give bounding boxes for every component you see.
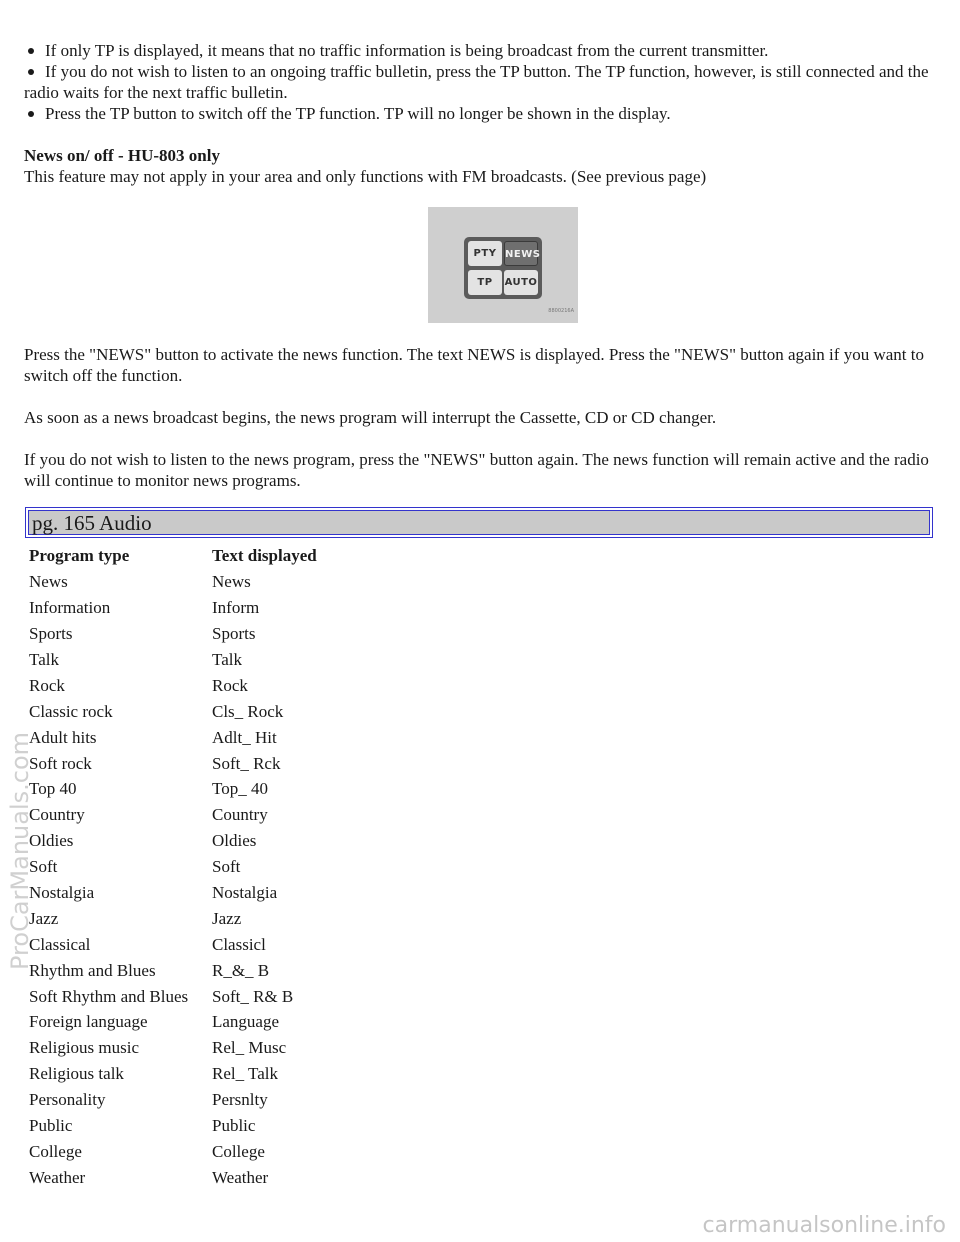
program-type-cell: Soft (29, 857, 58, 877)
program-type-cell: Top 40 (29, 779, 77, 799)
bullet-item: If only TP is displayed, it means that no traffic information is being broadcast from the current transmitter. (24, 40, 940, 61)
text-displayed-cell: Rel_ Musc (212, 1038, 287, 1058)
program-type-cell: Sports (29, 624, 73, 644)
table-body (26, 569, 320, 1190)
table-row (26, 1164, 320, 1190)
text-displayed-cell: Adlt_ Hit (212, 727, 277, 747)
text-displayed-cell: R_&_ B (212, 960, 270, 980)
bullet-dot-icon (28, 48, 34, 54)
news-paragraph-2: As soon as a news broadcast begins, the news program will interrupt the Cassette, CD or CD changer. (24, 408, 717, 427)
text-displayed-cell: Cls_ Rock (212, 701, 284, 721)
table-row (26, 905, 320, 931)
table-row (26, 750, 320, 776)
program-type-cell: Country (29, 805, 85, 825)
table-row (26, 1009, 320, 1035)
text-displayed-cell: Talk (212, 650, 242, 669)
table-row (26, 802, 320, 828)
table-row (26, 569, 320, 595)
program-type-cell: Talk (29, 650, 59, 669)
text-displayed-cell: Rock (212, 675, 248, 695)
section-title: News on/ off - HU-803 only (24, 146, 220, 165)
text-displayed-cell: Soft_ Rck (212, 753, 281, 773)
program-type-cell: Classical (29, 934, 91, 954)
program-type-cell: Religious music (29, 1038, 140, 1058)
text-displayed-cell: Sports (212, 624, 256, 644)
document-body (24, 40, 940, 491)
program-type-cell: Religious talk (29, 1064, 124, 1084)
program-type-cell: Soft rock (29, 753, 92, 773)
table-row (26, 983, 320, 1009)
tp-button-illustration: TP (468, 270, 502, 295)
table-header-row (26, 543, 320, 569)
news-button-illustration: NEWS (504, 241, 538, 266)
page-header-bar (25, 507, 933, 538)
table-row (26, 854, 320, 880)
column-header-text-displayed: Text displayed (212, 546, 317, 566)
program-type-cell: Foreign language (29, 1012, 148, 1032)
program-type-cell: Weather (29, 1167, 86, 1187)
table-row (26, 828, 320, 854)
table-row (26, 931, 320, 957)
text-displayed-cell: Jazz (212, 908, 242, 928)
news-paragraph-1: Press the "NEWS" button to activate the news function. The text NEWS is displayed. Press the "NEWS" button again if you want to switch off the function. (24, 345, 924, 385)
table-row (26, 595, 320, 621)
program-type-cell: Rhythm and Blues (29, 960, 156, 980)
table-row (26, 647, 320, 673)
text-displayed-cell: Soft_ R& B (212, 986, 294, 1006)
program-type-table (26, 543, 320, 1190)
table-row (26, 1113, 320, 1139)
auto-button-illustration: AUTO (504, 270, 538, 295)
program-type-cell: Rock (29, 675, 65, 695)
pty-button-illustration: PTY (468, 241, 502, 266)
text-displayed-cell: Nostalgia (212, 883, 278, 903)
program-type-cell: Personality (29, 1090, 106, 1110)
program-type-cell: News (29, 572, 68, 592)
table-row (26, 698, 320, 724)
program-type-cell: Oldies (29, 831, 74, 851)
text-displayed-cell: Soft (212, 857, 241, 877)
table-row (26, 1138, 320, 1164)
button-panel (464, 237, 542, 299)
side-watermark: ProCarManuals.com (6, 731, 34, 970)
text-displayed-cell: Classicl (212, 934, 266, 954)
bullet-item: Press the TP button to switch off the TP function. TP will no longer be shown in the display. (24, 103, 940, 124)
figure-code: 8800216A (548, 308, 574, 314)
table-row (26, 1061, 320, 1087)
table-row (26, 776, 320, 802)
bullet-dot-icon (28, 69, 34, 75)
bullet-item: If you do not wish to listen to an ongoing traffic bulletin, press the TP button. The TP function, however, is still connected and the radio waits for the next traffic bulletin. (24, 62, 929, 102)
radio-buttons-figure (428, 207, 578, 323)
program-type-cell: Nostalgia (29, 883, 95, 903)
text-displayed-cell: Country (212, 805, 268, 825)
program-type-cell: Soft Rhythm and Blues (29, 986, 189, 1006)
tp-bullet-list (24, 40, 940, 124)
program-type-cell: Classic rock (29, 701, 113, 721)
text-displayed-cell: Rel_ Talk (212, 1064, 279, 1084)
table-row (26, 724, 320, 750)
program-type-cell: Adult hits (29, 727, 97, 747)
table-row (26, 1035, 320, 1061)
bullet-dot-icon (28, 111, 34, 117)
text-displayed-cell: News (212, 572, 251, 592)
text-displayed-cell: Inform (212, 598, 260, 618)
news-paragraph-3: If you do not wish to listen to the news program, press the "NEWS" button again. The news function will remain active and the radio will continue to monitor news programs. (24, 450, 929, 490)
table-row (26, 957, 320, 983)
text-displayed-cell: Public (212, 1116, 256, 1136)
text-displayed-cell: College (212, 1141, 265, 1161)
text-displayed-cell: Top_ 40 (212, 779, 268, 799)
text-displayed-cell: Persnlty (212, 1090, 268, 1110)
text-displayed-cell: Weather (212, 1167, 269, 1187)
program-type-cell: College (29, 1141, 82, 1161)
text-displayed-cell: Oldies (212, 831, 257, 851)
program-type-cell: Public (29, 1116, 73, 1136)
text-displayed-cell: Language (212, 1012, 280, 1032)
table-row (26, 621, 320, 647)
program-type-cell: Jazz (29, 908, 59, 928)
table-row (26, 672, 320, 698)
page-header-title: pg. 165 Audio (28, 510, 930, 535)
section-intro: This feature may not apply in your area and only functions with FM broadcasts. (See previous page) (24, 167, 707, 186)
table-row (26, 880, 320, 906)
table-row (26, 1087, 320, 1113)
column-header-program-type: Program type (29, 546, 130, 566)
bottom-watermark: carmanualsonline.info (702, 1213, 946, 1238)
program-type-cell: Information (29, 598, 111, 618)
